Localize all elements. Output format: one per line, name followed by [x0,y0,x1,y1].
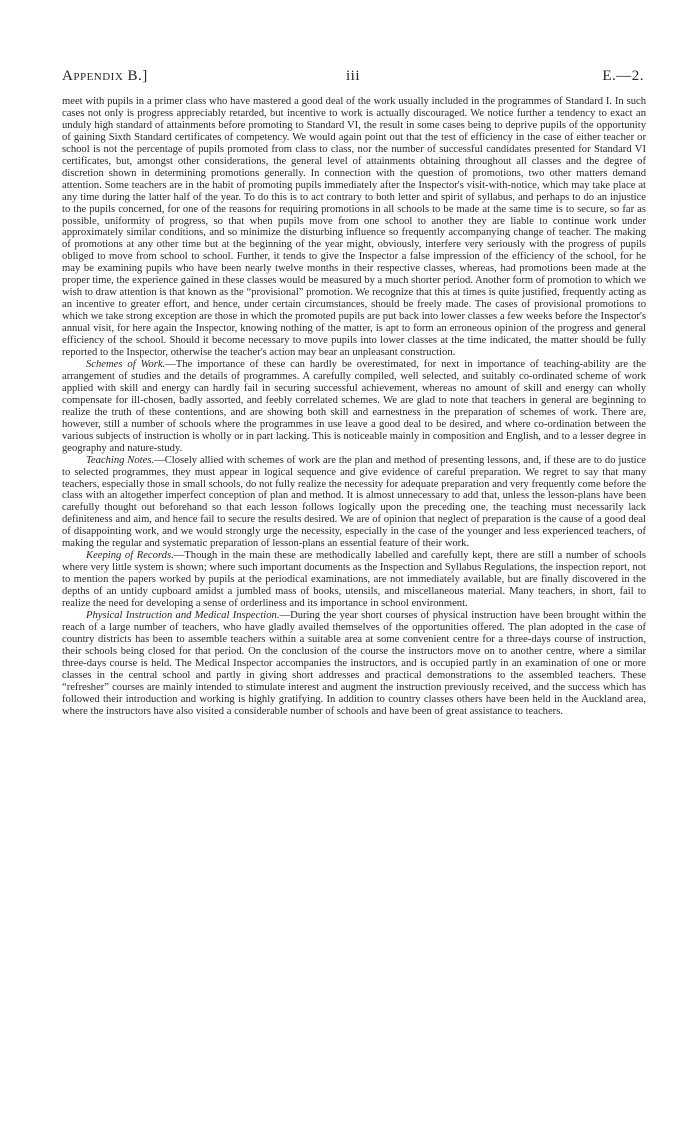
page-header [62,68,644,88]
page-number: iii [345,68,360,84]
paragraph-text: —The importance of these can hardly be overestimated, for next in importance of teaching-ability are the arrangement of studies and the details of programmes. A carefully compiled, well selected, and suitably co-ordinated scheme of work applied with skill and energy can hardly fail in securing successful achievement, whereas no amount of skill and energy can wholly compensate for ill-chosen, badly assorted, and feebly correlated schemes. We are glad to note that teachers in general are beginning to realize the truth of these contentions, and are showing both skill and earnestness in the preparation of schemes of work. There are, however, still a number of schools where the programmes in use leave a good deal to be desired, and where co-ordination between the various subjects of instruction is wholly or in part lacking. This is noticeable mainly in composition and English, and to a lesser degree in geography and nature-study. [62,358,646,454]
section-heading: Keeping of Records. [86,550,174,562]
paragraph-physical-instruction [62,610,646,718]
section-heading: Schemes of Work. [86,358,166,370]
paragraph-schemes-of-work [62,359,646,455]
section-heading: Teaching Notes. [86,454,155,466]
appendix-label: Appendix B.] [62,68,148,84]
paragraph-text: meet with pupils in a primer class who have mastered a good deal of the work usually included in the programmes of Standard I. In such cases not only is progress appreciably retarded, but incentive to work is actually discouraged. We notice further a tendency to exact an unduly high standard of attainments before promoting to Standard VI, the result in some cases being to deprive pupils of the opportunity of gaining Sixth Standard certificates of competency. We would again point out that the test of efficiency in the case of either teacher or school is not the percentage of pupils promoted from class to class, nor the number of successful candidates presented for Standard VI certificates, but, amongst other considerations, the general level of attainments obtaining throughout all classes and the degree of discretion shown in determining promotions generally. In connection with the question of promotions, two other matters demand attention. Some teachers are in the habit of promoting pupils immediately after the Inspector's visit-with-notice, which may take place at any time during the latter half of the year. To do this is to act contrary to both letter and spirit of syllabus, and perhaps to do an injustice to the pupils concerned, for one of the reasons for requiring promotions in all schools to be made at the same time is to secure, so far as possible, uniformity of progress, so that when pupils move from one school to another they are liable to continue work under approximately similar conditions, and so minimize the disturbing influence so frequently accompanying change of teacher. The making of promotions at any other time but at the beginning of the year might, obviously, interfere very seriously with the progress of pupils obliged to move from school to school. Further, it tends to give the Inspector a false impression of the efficiency of the school, for he may be examining pupils who have been nearly twelve months in their respective classes, whereas, had promotions been made at the proper time, the experience gained in these classes would be measured by a much shorter period. Another form of promotion to which we wish to draw attention is that known as the “provisional” promotion. We recognize that this at times is quite justified, frequently acting as an incentive to greater effort, and hence, under certain circumstances, should be freely made. The cases of provisional promotions to which we take strong exception are those in which the promoted pupils are put back into lower classes a few weeks before the Inspector's annual visit, for here again the Inspector, knowing nothing of the matter, is apt to form an erroneous opinion of the progress and general efficiency of the school. Should it become necessary to move pupils into lower classes at the time indicated, the matter should be fully reported to the Inspector, otherwise the teacher's action may bear an unpleasant construction. [62,96,646,359]
paragraph-promotions [62,96,646,359]
section-heading: Physical Instruction and Medical Inspection. [86,609,280,621]
paragraph-teaching-notes [62,455,646,551]
document-body [62,96,646,718]
paragraph-text: —During the year short courses of physical instruction have been brought within the reach of a large number of teachers, who have gladly availed themselves of the opportunities offered. The plan adopted in the case of country districts has been to assemble teachers within a suitable area at some convenient centre for a three-days course of instruction, their schools being closed for that period. On the conclusion of the course the instructors move on to another centre, where a similar three-days course is held. The Medical Inspector accompanies the instructors, and is occupied partly in an examination of one or more classes in the central school and partly in giving short addresses and practical demonstrations to the assembled teachers. These “refresher” courses are mainly intended to stimulate interest and augment the instruction previously received, and the success which has followed their introduction and working is highly gratifying. In addition to country classes others have been held in the Auckland area, where the instructors have also visited a considerable number of schools and have been of great assistance to teachers. [62,609,646,717]
document-code: E.—2. [602,68,644,84]
paragraph-text: —Closely allied with schemes of work are the plan and method of presenting lessons, and, if these are to do justice to selected programmes, they must appear in logical sequence and give evidence of careful preparation. We regret to say that many teachers, especially those in small schools, do not fully realize the necessity for adequate preparation and very frequently come before the class with an altogether imperfect conception of plan and method. It is almost unnecessary to add that, unless the lesson-plans have been carefully thought out beforehand so that each lesson follows logically upon the preceding one, the teaching must necessarily lack definiteness and aim, and hence fail to secure the results desired. We are of opinion that neglect of preparation is the cause of a good deal of disappointing work, and we would strongly urge the necessity, especially in the case of the younger and less experienced teachers, of making the regular and systematic preparation of lesson-plans an essential feature of their work. [62,454,646,550]
paragraph-text: —Though in the main these are methodically labelled and carefully kept, there are still a number of schools where very little system is shown; where such important documents as the Inspection and Syllabus Regulations, the inspection report, not to mention the papers worked by pupils at the periodical examinations, are not immediately available, but are finally discovered in the depths of an untidy cupboard amidst a jumbled mass of books, utensils, and miscellaneous material. Many teachers, in short, fail to realize the need for developing a sense of orderliness and its importance in school environment. [62,550,647,610]
paragraph-keeping-of-records [62,550,646,610]
